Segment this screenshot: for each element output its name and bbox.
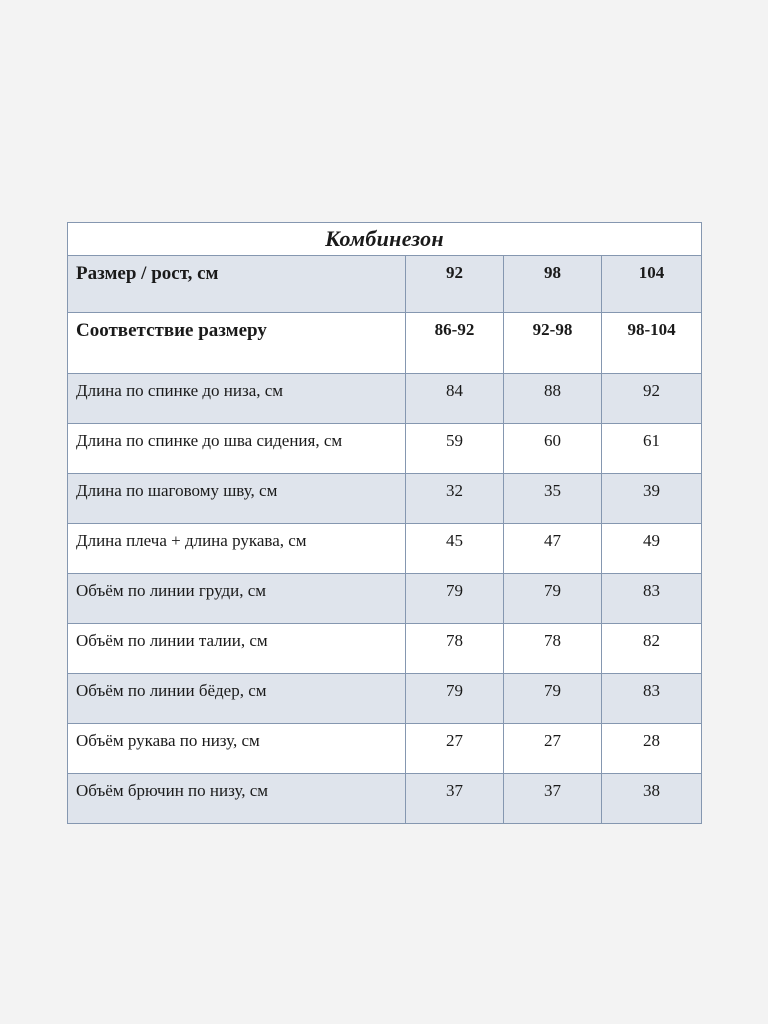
table-row bbox=[68, 374, 702, 424]
measurement-value: 82 bbox=[602, 624, 702, 674]
size-match-cell: 86-92 bbox=[406, 313, 504, 374]
measurement-value: 47 bbox=[504, 524, 602, 574]
measurement-value: 78 bbox=[504, 624, 602, 674]
measurement-value: 27 bbox=[504, 724, 602, 774]
measurement-value: 35 bbox=[504, 474, 602, 524]
measurement-value: 28 bbox=[602, 724, 702, 774]
table-title-row bbox=[68, 223, 702, 256]
size-match-cell: 98-104 bbox=[602, 313, 702, 374]
size-header-cell: 92 bbox=[406, 256, 504, 313]
measurement-value: 49 bbox=[602, 524, 702, 574]
measurement-label: Длина по шаговому шву, см bbox=[68, 474, 406, 524]
measurement-label: Объём по линии талии, см bbox=[68, 624, 406, 674]
size-match-cell: 92-98 bbox=[504, 313, 602, 374]
measurement-value: 45 bbox=[406, 524, 504, 574]
measurement-value: 38 bbox=[602, 774, 702, 824]
measurement-value: 83 bbox=[602, 674, 702, 724]
table-row bbox=[68, 524, 702, 574]
measurement-label: Длина плеча + длина рукава, см bbox=[68, 524, 406, 574]
table-title: Комбинезон bbox=[68, 223, 702, 256]
size-header-row bbox=[68, 256, 702, 313]
measurement-label: Объём рукава по низу, см bbox=[68, 724, 406, 774]
measurement-label: Длина по спинке до низа, см bbox=[68, 374, 406, 424]
size-chart-table bbox=[67, 222, 702, 824]
measurement-value: 79 bbox=[504, 674, 602, 724]
table-row bbox=[68, 674, 702, 724]
measurement-value: 88 bbox=[504, 374, 602, 424]
measurement-value: 79 bbox=[504, 574, 602, 624]
measurement-value: 27 bbox=[406, 724, 504, 774]
table-row bbox=[68, 774, 702, 824]
table-row bbox=[68, 724, 702, 774]
measurement-value: 79 bbox=[406, 574, 504, 624]
measurement-label: Длина по спинке до шва сидения, см bbox=[68, 424, 406, 474]
measurement-value: 61 bbox=[602, 424, 702, 474]
size-header-cell: 98 bbox=[504, 256, 602, 313]
measurement-value: 37 bbox=[504, 774, 602, 824]
measurement-value: 59 bbox=[406, 424, 504, 474]
measurement-label: Объём по линии бёдер, см bbox=[68, 674, 406, 724]
measurement-value: 79 bbox=[406, 674, 504, 724]
measurement-label: Объём по линии груди, см bbox=[68, 574, 406, 624]
table-row bbox=[68, 624, 702, 674]
measurement-value: 32 bbox=[406, 474, 504, 524]
measurement-value: 84 bbox=[406, 374, 504, 424]
measurement-value: 37 bbox=[406, 774, 504, 824]
measurement-value: 78 bbox=[406, 624, 504, 674]
size-header-cell: 104 bbox=[602, 256, 702, 313]
table-row bbox=[68, 474, 702, 524]
measurement-value: 39 bbox=[602, 474, 702, 524]
measurement-value: 60 bbox=[504, 424, 602, 474]
size-match-label: Соответствие размеру bbox=[68, 313, 406, 374]
table-row bbox=[68, 424, 702, 474]
measurement-label: Объём брючин по низу, см bbox=[68, 774, 406, 824]
size-match-row bbox=[68, 313, 702, 374]
size-header-label: Размер / рост, см bbox=[68, 256, 406, 313]
measurement-value: 92 bbox=[602, 374, 702, 424]
measurement-value: 83 bbox=[602, 574, 702, 624]
table-row bbox=[68, 574, 702, 624]
